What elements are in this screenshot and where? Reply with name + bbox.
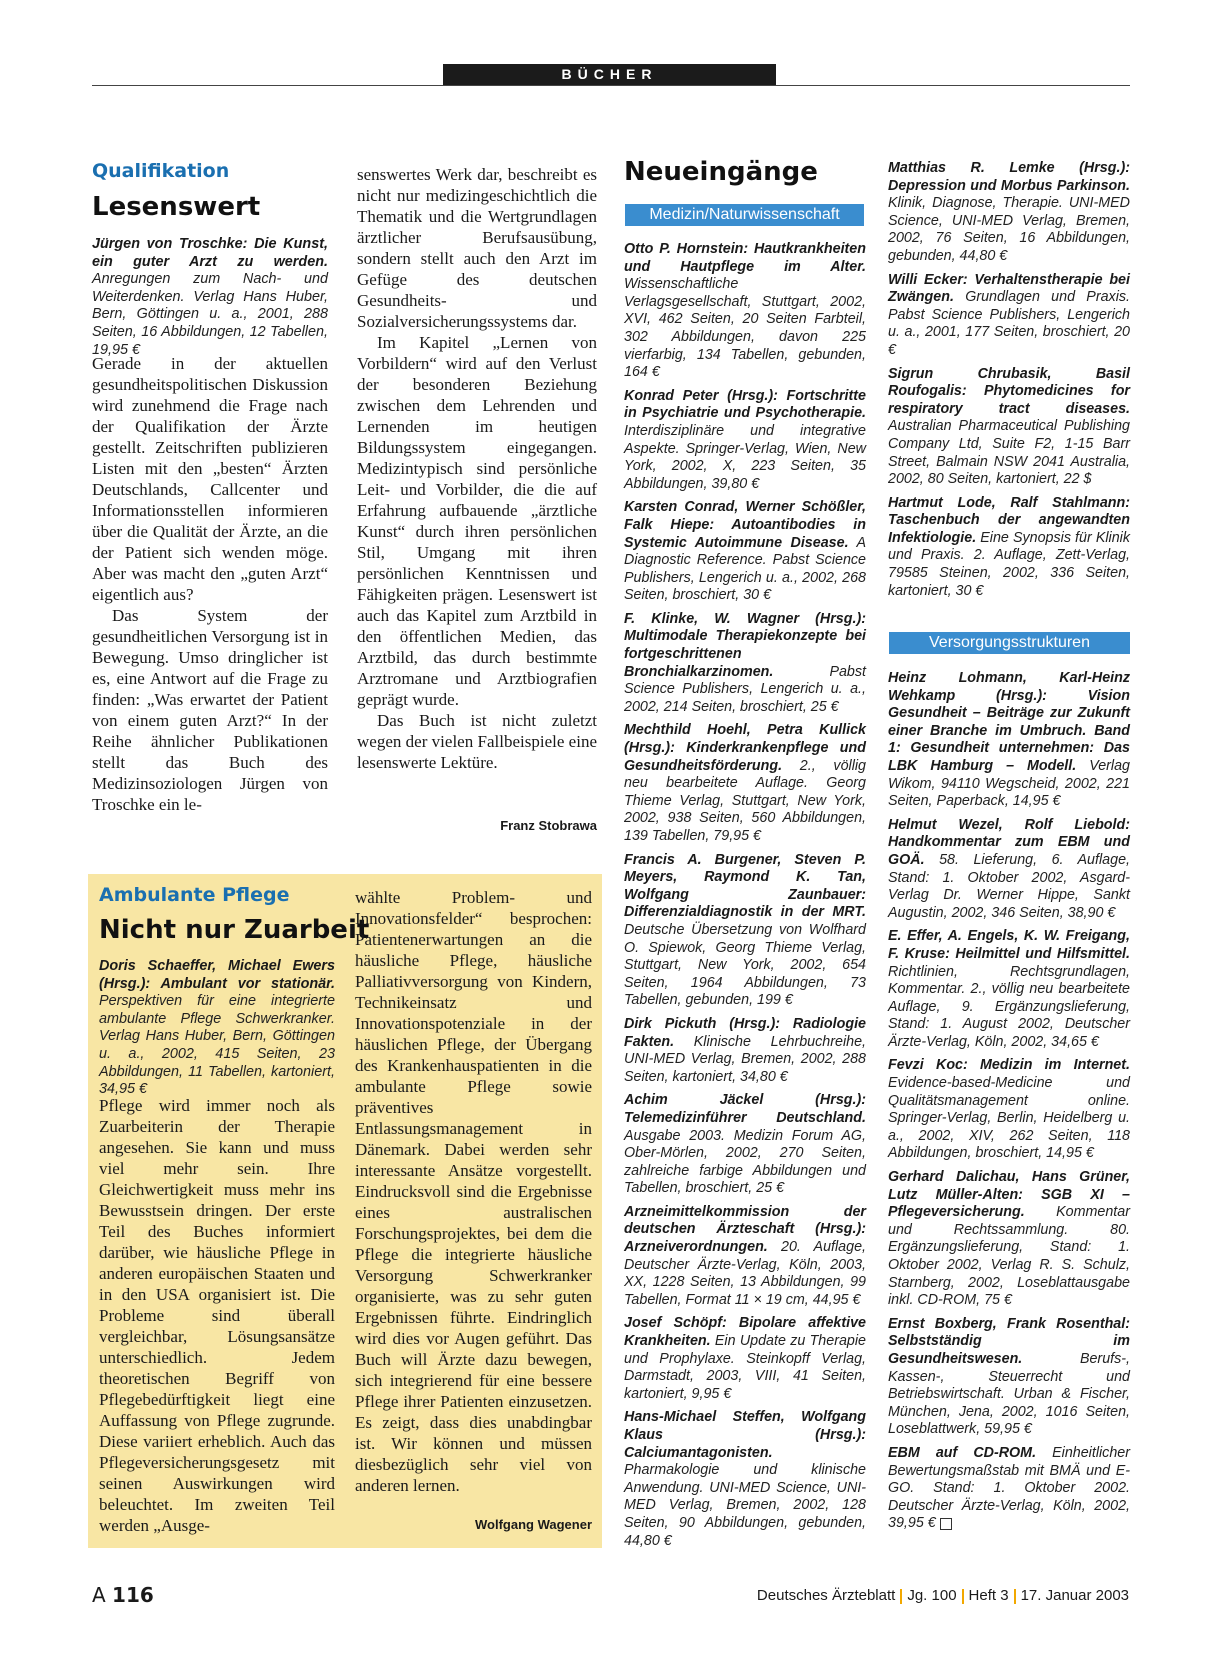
book-title: Karsten Conrad, Werner Schößler, Falk Hiepe: Autoantibodies in Systemic Autoimmune Disease. [624,499,866,551]
page-number [92,1583,154,1607]
category-bar-versorgung: Versorgungsstrukturen [889,632,1130,654]
review2-ref-title: Doris Schaeffer, Michael Ewers (Hrsg.): Ambulant vor stationär. [99,958,335,992]
review1-paragraph: senswertes Werk dar, beschreibt es nicht nur medizingeschichtlich die Thematik und die Wertgrundlagen ärztlicher Berufsausübung, sondern stellt auch den Arzt im Gefüge des deutschen Gesundheits- und Sozialversicherungssystems dar. [357,165,597,331]
book-entry [624,1204,866,1310]
book-title: Konrad Peter (Hrsg.): Fortschritte in Psychiatrie und Psychotherapie. [624,387,866,422]
review1-reference [92,236,328,359]
book-details: Berufs-, Kassen-, Steuerrecht und Betriebswirtschaft. Urban & Fischer, München, Jena, 2002, 1016 Seiten, Loseblattwerk, 59,95 € [888,1350,1130,1438]
review1-column2 [357,164,597,773]
neueingaenge-column2b [888,670,1130,1539]
neueingaenge-column1 [624,241,866,1556]
review1-paragraph: Das Buch ist nicht zuletzt wegen der vielen Fallbeispiele eine lesenswerte Lektüre. [357,711,597,772]
book-title: Fevzi Koc: Medizin im Internet. [888,1057,1130,1074]
journal-info [757,1587,1129,1604]
book-details: Richtlinien, Rechtsgrundlagen, Kommentar. 2., völlig neu bearbeitete Auflage, 9. Ergänzungslieferung, Stand: 1. August 2002, Deutscher Ärzte-Verlag, Köln, 2002, 34,65 € [888,963,1130,1050]
book-entry [624,388,866,494]
book-title: Achim Jäckel (Hrsg.): Telemedizinführer Deutschland. [624,1092,866,1126]
book-entry [888,1057,1130,1163]
book-entry [888,272,1130,360]
book-title: F. Klinke, W. Wagner (Hrsg.): Multimodale Therapiekonzepte bei fortgeschrittenen Bronchialkarzinomen. [624,610,866,680]
book-details: Australian Pharmaceutical Publishing Company Ltd, Suite F2, 1-15 Barr Street, Balmain NSW 2041 Australia, 2002, 80 Seiten, kartoniert, 22 $ [888,418,1130,488]
review1-ref-title: Jürgen von Troschke: Die Kunst, ein guter Arzt zu werden. [92,236,328,270]
book-details: Grundlagen und Praxis. Pabst Science Publishers, Lengerich u. a., 2001, 177 Seiten, broschiert, 20 € [888,289,1130,358]
book-details: Verlag Wikom, 94110 Wegscheid, 2002, 221 Seiten, Paperback, 14,95 € [888,757,1130,810]
book-title: Helmut Wezel, Rolf Liebold: Handkommentar zum EBM und GOÄ. [888,816,1130,868]
book-details: Ausgabe 2003. Medizin Forum AG, Ober-Mörlen, 2002, 270 Seiten, zahlreiche farbige Abbildungen und Tabellen, broschiert, 25 € [624,1127,866,1197]
review1-ref-details: Anregungen zum Nach- und Weiterdenken. Verlag Hans Huber, Bern, Göttingen u. a., 2001, 288 Seiten, 16 Abbildungen, 12 Tabellen, 19,95 € [92,271,328,358]
book-entry [624,611,866,717]
book-details: Evidence-based-Medicine und Qualitätsmanagement online. Springer-Verlag, Berlin, Heidelberg u. a., 2002, XIV, 262 Seiten, 118 Abbildungen, broschiert, 14,95 € [888,1075,1130,1162]
review2-paragraph: Pflege wird immer noch als Zuarbeiterin der Therapie angesehen. Sie kann und muss viel mehr sein. Ihre Gleichwertigkeit muss mehr ins Bewusstsein dringen. Der erste Teil des Buches informiert darüber, wie häusliche Pflege in anderen europäischen Staaten und in den USA organisiert ist. Die Probleme sind überall vergleichbar, Lösungsansätze unterschiedlich. Jedem theoretischen Begriff von Pflegebedürftigkeit liegt eine Auffassung von Pflege zugrunde. Diese variiert erheblich. Auch das Pflegeversicherungsgesetz mit seinen Auswirkungen wird beleuchtet. Im zweiten Teil werden „Ausge- [99,1096,335,1535]
review2-ref-details: Perspektiven für eine integrierte ambulante Pflege Schwerkranker. Verlag Hans Huber, Bern, Göttingen u. a., 2002, 415 Seiten, 23 Abbildungen, 11 Tabellen, kartoniert, 34,95 € [99,993,335,1098]
journal-name: Deutsches Ärzteblatt [756,1587,896,1604]
book-entry [888,160,1130,266]
review1-column1 [92,353,328,815]
review2-reference [99,958,335,1099]
separator [1014,1589,1016,1604]
review2-headline: Nicht nur Zuarbeit [99,915,370,945]
review2-author: Wolfgang Wagener [475,1517,592,1532]
review2-column1 [99,1095,335,1536]
book-entry [888,366,1130,489]
book-entry [888,928,1130,1051]
book-details: A Diagnostic Reference. Pabst Science Publishers, Lengerich u. a., 2002, 268 Seiten, broschiert, 30 € [624,534,866,604]
separator [900,1589,902,1604]
book-details: 20. Auflage, Deutscher Ärzte-Verlag, Köln, 2003, XX, 1228 Seiten, 13 Abbildungen, 99 Tabellen, Format 11 × 19 cm, 44,95 € [624,1239,866,1308]
book-entry [624,1409,866,1550]
book-title: Francis A. Burgener, Steven P. Meyers, Raymond K. Tan, Wolfgang Zaunbauer: Differenzialdiagnostik in der MRT. [624,851,866,921]
book-title: Ernst Boxberg, Frank Rosenthal: Selbstständig im Gesundheitswesen. [888,1315,1130,1367]
book-entry [888,670,1130,811]
header-rule [92,85,1130,86]
book-entry [624,722,866,845]
book-title: EBM auf CD-ROM. [888,1444,1037,1461]
book-details: Pabst Science Publishers, Lengerich u. a., 2002, 214 Seiten, broschiert, 25 € [624,663,866,715]
separator [962,1589,964,1604]
book-title: Arzneimittelkommission der deutschen Ärzteschaft (Hrsg.): Arzneiverordnungen. [624,1203,866,1256]
book-title: Sigrun Chrubasik, Basil Roufogalis: Phytomedicines for respiratory tract diseases. [888,365,1130,417]
review2-column2 [355,887,592,1496]
review2-kicker: Ambulante Pflege [99,884,290,906]
journal-volume: Jg. 100 [907,1587,957,1604]
page-prefix: A [92,1583,106,1607]
book-title: Otto P. Hornstein: Hautkrankheiten und Hautpflege im Alter. [624,241,866,275]
book-entry [624,241,866,382]
book-entry [624,852,866,1010]
book-entry [888,495,1130,601]
book-details: Pharmakologie und klinische Anwendung. UNI-MED Science, UNI-MED Verlag, Bremen, 2002, 128 Seiten, 90 Abbildungen, gebunden, 44,80 € [624,1462,866,1549]
book-entry [888,1445,1130,1533]
journal-date: 17. Januar 2003 [1020,1587,1129,1604]
book-title: Heinz Lohmann, Karl-Heinz Wehkamp (Hrsg.): Vision Gesundheit – Beiträge zur Zukunft einer Branche im Umbruch. Band 1: Gesundheit unternehmen: Das LBK Hamburg – Modell. [888,670,1130,774]
review1-paragraph: Das System der gesundheitlichen Versorgung ist in Bewegung. Umso dringlicher ist es, eine Antwort auf die Frage zu finden: „Was erwartet der Patient von einem guten Arzt?“ In der Reihe ähnlicher Publikationen stellt das Buch des Medizinsoziologen Jürgen von Troschke ein le- [92,606,328,814]
book-entry [888,1169,1130,1310]
journal-issue: Heft 3 [968,1587,1009,1604]
book-title: E. Effer, A. Engels, K. W. Freigang, F. Kruse: Heilmittel und Hilfsmittel. [888,928,1130,962]
book-details: Klinik, Diagnose, Therapie. UNI-MED Science, UNI-MED Verlag, Bremen, 2002, 76 Seiten, 16 Abbildungen, gebunden, 44,80 € [888,195,1130,264]
book-entry [624,1092,866,1198]
book-details: Eine Synopsis für Klinik und Praxis. 2. Auflage, Zett-Verlag, 79585 Steinen, 2002, 336 Seiten, kartoniert, 30 € [888,529,1130,599]
book-entry [888,1316,1130,1439]
book-title: Mechthild Hoehl, Petra Kullick (Hrsg.): Kinderkrankenpflege und Gesundheitsförderung. [624,722,866,774]
book-details: Deutsche Übersetzung von Wolfhard O. Spiewok, Georg Thieme Verlag, Stuttgart, New York, 2002, 654 Seiten, 1964 Abbildungen, 73 Tabellen, gebunden, 199 € [624,921,866,1009]
book-details: Kommentar und Rechtssammlung. 80. Ergänzungslieferung, Stand: 1. Oktober 2002, Verlag R. S. Schulz, Starnberg, 2002, Loseblattausgabe inkl. CD-ROM, 75 € [888,1204,1130,1309]
book-entry [624,1315,866,1403]
book-details: Interdisziplinäre und integrative Aspekte. Springer-Verlag, Wien, New York, 2002, X, 223 Seiten, 35 Abbildungen, 39,80 € [624,422,866,492]
book-details: Klinische Lehrbuchreihe, UNI-MED Verlag, Bremen, 2002, 288 Seiten, kartoniert, 34,80 € [624,1033,866,1085]
review1-headline: Lesenswert [92,192,261,222]
neueingaenge-column2a [888,160,1130,606]
review2-paragraph: wählte Problem- und Innovationsfelder“ besprochen: Patientenerwartungen an die häusliche Pflege, häusliche Palliativversorgung von Kindern, Technikeinsatz und Innovationspotenziale in der häuslichen Pflege, der Übergang des Krankenhauspatienten in die ambulante Pflege sowie präventives Entlassungsmanagement in Dänemark. Dabei werden sehr interessante Ansätze vorgestellt. Eindrucksvoll sind die Ergebnisse eines australischen Forschungsprojektes, bei dem die Pflege die integrierte häusliche Versorgung Schwerkranker organisierte, was zu sehr guten Ergebnissen führte. Eindringlich wird dies vor Augen geführt. Das Buch will Ärzte dazu bewegen, sich integrierend für eine bessere Pflege ihrer Patienten einzusetzen. Es zeigt, dass dies unabdingbar ist. Wir können und müssen diesbezüglich sehr viel von anderen lernen. [355,888,592,1495]
book-entry [624,1016,866,1086]
review1-paragraph: Gerade in der aktuellen gesundheitspolitischen Diskussion wird zunehmend die Frage nach der Qualifikation der Ärzte gestellt. Zeitschriften publizieren Listen mit den „besten“ Ärzten Deutschlands, Callcenter und Informationsstellen informieren über die Qualität der Ärzte, an die der Patient sich wenden möge. Aber was macht den „guten Arzt“ eigentlich aus? [92,354,328,604]
book-title: Hartmut Lode, Ralf Stahlmann: Taschenbuch der angewandten Infektiologie. [888,494,1130,546]
book-title: Hans-Michael Steffen, Wolfgang Klaus (Hrsg.): Calciumantagonisten. [624,1409,866,1461]
book-details: Ein Update zu Therapie und Prophylaxe. Steinkopff Verlag, Darmstadt, 2003, VIII, 41 Seiten, kartoniert, 9,95 € [624,1333,866,1402]
book-title: Gerhard Dalichau, Hans Grüner, Lutz Müller-Alten: SGB XI – Pflegeversicherung. [888,1169,1130,1221]
review1-kicker: Qualifikation [92,160,230,182]
book-title: Dirk Pickuth (Hrsg.): Radiologie Fakten. [624,1015,866,1050]
book-details: Einheitlicher Bewertungsmaßstab mit BMÄ und E-GO. Stand: 1. Oktober 2002. Deutscher Ärzte-Verlag, Köln, 2002, 39,95 € [888,1444,1130,1532]
book-title: Willi Ecker: Verhaltenstherapie bei Zwängen. [888,271,1130,306]
book-entry [888,817,1130,923]
page-number-value: 116 [112,1583,154,1607]
category-bar-medizin: Medizin/Naturwissenschaft [625,204,864,226]
book-title: Matthias R. Lemke (Hrsg.): Depression und Morbus Parkinson. [888,160,1130,194]
review1-author: Franz Stobrawa [500,818,597,833]
review1-paragraph: Im Kapitel „Lernen von Vorbildern“ wird auf den Verlust der besonderen Beziehung zwischen dem Lehrenden und Lernenden im heutigen Bildungssystem eingegangen. Medizintypisch sind persönliche Leit- und Vorbilder, die die auf Erfahrung aufbauende „ärztliche Kunst“ durch ihren persönlichen Stil, Umgang mit ihren persönlichen Kenntnissen und Fähigkeiten prägen. Lesenswert ist auch das Kapitel zum Arztbild in den öffentlichen Medien, das Arztbild, das durch bestimmte Arztromane und Arztbiografien geprägt wurde. [357,333,597,709]
book-details: Wissenschaftliche Verlagsgesellschaft, Stuttgart, 2002, XVI, 462 Seiten, 20 Seiten Farbteil, 302 Abbildungen, davon 225 vierfarbig, 134 Tabellen, gebunden, 164 € [624,276,866,381]
end-square-icon [940,1518,952,1530]
section-tag: BÜCHER [443,64,776,85]
neueingaenge-title: Neueingänge [624,157,818,187]
book-entry [624,499,866,605]
book-details: 58. Lieferung, 6. Auflage, Stand: 1. Oktober 2002, Asgard-Verlag Dr. Werner Hippe, Sankt Augustin, 2002, 346 Seiten, 38,90 € [888,851,1130,921]
book-details: 2., völlig neu bearbeitete Auflage. Georg Thieme Verlag, Stuttgart, New York, 2002, 938 Seiten, 560 Abbildungen, 139 Tabellen, 79,95 € [624,757,866,844]
book-title: Josef Schöpf: Bipolare affektive Krankheiten. [624,1315,866,1350]
